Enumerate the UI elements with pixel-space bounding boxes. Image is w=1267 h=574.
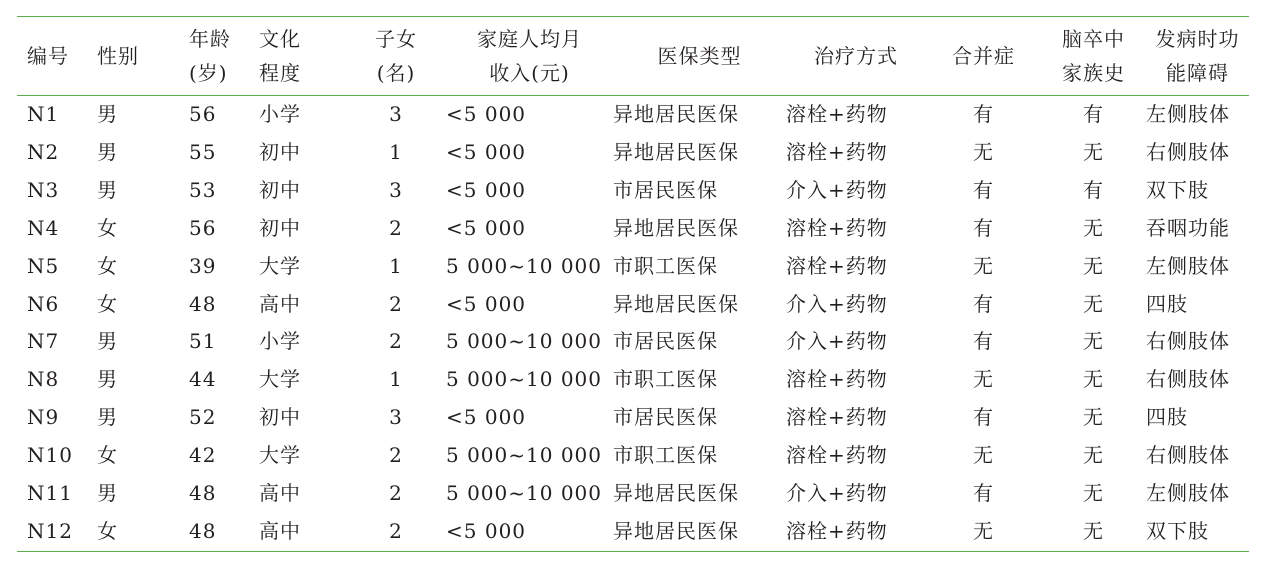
column-header-line: 能障碍 bbox=[1166, 61, 1229, 85]
table-cell: 溶栓+药物 bbox=[786, 367, 888, 392]
table-cell: 男 bbox=[97, 139, 118, 164]
table-cell: 市居民医保 bbox=[613, 177, 718, 202]
table-cell: N7 bbox=[27, 329, 60, 354]
table-cell: 异地居民医保 bbox=[613, 215, 739, 240]
table-cell: 市职工医保 bbox=[613, 367, 718, 392]
table-cell: <5 000 bbox=[446, 405, 527, 430]
table-cell: 5 000~10 000 bbox=[446, 481, 602, 506]
table-row bbox=[17, 248, 1249, 286]
table-cell: 5 000~10 000 bbox=[446, 367, 602, 392]
table-row bbox=[17, 361, 1249, 399]
table-cell: 1 bbox=[389, 367, 403, 392]
table-cell: 介入+药物 bbox=[786, 329, 888, 354]
table-cell: 四肢 bbox=[1146, 405, 1188, 430]
table-row bbox=[17, 475, 1249, 513]
column-header-line: 收入(元) bbox=[489, 61, 570, 85]
table-cell: 左侧肢体 bbox=[1146, 253, 1230, 278]
column-header bbox=[1041, 17, 1146, 95]
table-cell: 小学 bbox=[259, 102, 301, 126]
table-cell: 无 bbox=[1083, 253, 1104, 278]
table-cell: 大学 bbox=[259, 443, 301, 468]
table-cell: 介入+药物 bbox=[786, 177, 888, 202]
table-cell: 初中 bbox=[259, 139, 301, 164]
table-cell: 女 bbox=[97, 253, 118, 278]
column-header-line: 年龄 bbox=[189, 27, 231, 51]
table-cell: 无 bbox=[973, 367, 994, 392]
column-header bbox=[17, 17, 97, 95]
table-cell: 右侧肢体 bbox=[1146, 139, 1230, 164]
column-header-line: 发病时功 bbox=[1155, 27, 1240, 51]
table-cell: 溶栓+药物 bbox=[786, 443, 888, 468]
table-cell: N2 bbox=[27, 139, 60, 164]
table-cell: 2 bbox=[389, 443, 403, 468]
table-cell: 3 bbox=[389, 102, 403, 126]
table-cell: 有 bbox=[1083, 102, 1104, 126]
table-cell: 高中 bbox=[259, 481, 301, 506]
column-header-line: 合并症 bbox=[952, 44, 1015, 68]
table-cell: 男 bbox=[97, 367, 118, 392]
table-cell: 56 bbox=[189, 215, 217, 240]
table-cell: 右侧肢体 bbox=[1146, 367, 1230, 392]
table-cell: 男 bbox=[97, 481, 118, 506]
table-cell: 无 bbox=[973, 518, 994, 543]
table-cell: 溶栓+药物 bbox=[786, 215, 888, 240]
table-cell: 高中 bbox=[259, 518, 301, 543]
table-cell: 55 bbox=[189, 139, 217, 164]
table-cell: N6 bbox=[27, 291, 60, 316]
table-cell: 42 bbox=[189, 443, 217, 468]
table-cell: 48 bbox=[189, 291, 217, 316]
table-row bbox=[17, 513, 1249, 551]
table-cell: <5 000 bbox=[446, 139, 527, 164]
table-cell: 53 bbox=[189, 177, 217, 202]
column-header bbox=[613, 17, 786, 95]
table-cell: 2 bbox=[389, 291, 403, 316]
table-cell: 女 bbox=[97, 215, 118, 240]
table-cell: 2 bbox=[389, 518, 403, 543]
table-cell: 51 bbox=[189, 329, 217, 354]
table-cell: 有 bbox=[973, 329, 994, 354]
table-cell: 四肢 bbox=[1146, 291, 1188, 316]
table-cell: 女 bbox=[97, 518, 118, 543]
table-body bbox=[17, 96, 1249, 551]
table-cell: 市居民医保 bbox=[613, 405, 718, 430]
table-cell: N4 bbox=[27, 215, 60, 240]
table-cell: 3 bbox=[389, 405, 403, 430]
table-cell: 男 bbox=[97, 405, 118, 430]
table-cell: 2 bbox=[389, 329, 403, 354]
table-cell: 有 bbox=[973, 177, 994, 202]
table-cell: 无 bbox=[1083, 291, 1104, 316]
table-cell: 男 bbox=[97, 177, 118, 202]
table-cell: 有 bbox=[973, 102, 994, 126]
column-header-line: 医保类型 bbox=[657, 44, 742, 68]
table-cell: 初中 bbox=[259, 177, 301, 202]
table-cell: 市职工医保 bbox=[613, 443, 718, 468]
table-cell: 初中 bbox=[259, 215, 301, 240]
table-cell: 左侧肢体 bbox=[1146, 102, 1230, 126]
table-cell: 异地居民医保 bbox=[613, 481, 739, 506]
table-row bbox=[17, 96, 1249, 134]
table-cell: 溶栓+药物 bbox=[786, 102, 888, 126]
table-cell: 39 bbox=[189, 253, 217, 278]
table-cell: 大学 bbox=[259, 367, 301, 392]
table-cell: 无 bbox=[1083, 443, 1104, 468]
table-cell: 介入+药物 bbox=[786, 481, 888, 506]
table-cell: 无 bbox=[1083, 215, 1104, 240]
table-cell: 大学 bbox=[259, 253, 301, 278]
table-cell: 小学 bbox=[259, 329, 301, 354]
table-cell: 有 bbox=[973, 291, 994, 316]
table-cell: 吞咽功能 bbox=[1146, 215, 1230, 240]
table-cell: 女 bbox=[97, 443, 118, 468]
column-header-line: 文化 bbox=[259, 27, 301, 51]
table-cell: 市居民医保 bbox=[613, 329, 718, 354]
table-cell: 右侧肢体 bbox=[1146, 329, 1230, 354]
column-header-line: (名) bbox=[376, 61, 416, 85]
table-cell: 左侧肢体 bbox=[1146, 481, 1230, 506]
data-table-body bbox=[17, 96, 1249, 551]
column-header-line: 家族史 bbox=[1062, 61, 1125, 85]
table-cell: 溶栓+药物 bbox=[786, 139, 888, 164]
column-header bbox=[926, 17, 1041, 95]
column-header-line: 治疗方式 bbox=[814, 44, 898, 68]
table-cell: 无 bbox=[973, 253, 994, 278]
table-row bbox=[17, 399, 1249, 437]
table-cell: 3 bbox=[389, 177, 403, 202]
table-row bbox=[17, 134, 1249, 172]
table-cell: 无 bbox=[1083, 139, 1104, 164]
table-cell: 右侧肢体 bbox=[1146, 443, 1230, 468]
table-row bbox=[17, 172, 1249, 210]
table-cell: 女 bbox=[97, 291, 118, 316]
table-row bbox=[17, 437, 1249, 475]
table-cell: 溶栓+药物 bbox=[786, 405, 888, 430]
table-cell: 初中 bbox=[259, 405, 301, 430]
header-row bbox=[17, 17, 1249, 95]
table-cell: <5 000 bbox=[446, 177, 527, 202]
table-cell: N10 bbox=[27, 443, 73, 468]
patient-table bbox=[17, 16, 1249, 552]
table-cell: 有 bbox=[1083, 177, 1104, 202]
column-header-line: (岁) bbox=[189, 61, 228, 85]
column-header-line: 家庭人均月 bbox=[477, 27, 582, 51]
table-cell: 溶栓+药物 bbox=[786, 518, 888, 543]
table-cell: 5 000~10 000 bbox=[446, 253, 602, 278]
table-cell: 5 000~10 000 bbox=[446, 329, 602, 354]
column-header-line: 程度 bbox=[259, 61, 301, 85]
table-cell: 异地居民医保 bbox=[613, 518, 739, 543]
table-cell: 2 bbox=[389, 215, 403, 240]
table-cell: 溶栓+药物 bbox=[786, 253, 888, 278]
table-cell: 2 bbox=[389, 481, 403, 506]
column-header bbox=[786, 17, 926, 95]
table-cell: 44 bbox=[189, 367, 217, 392]
table-cell: N5 bbox=[27, 253, 60, 278]
table-cell: 1 bbox=[389, 253, 403, 278]
table-cell: 5 000~10 000 bbox=[446, 443, 602, 468]
table-cell: 双下肢 bbox=[1146, 518, 1209, 543]
table-cell: 有 bbox=[973, 405, 994, 430]
table-cell: N12 bbox=[27, 518, 73, 543]
table-cell: 48 bbox=[189, 481, 217, 506]
table-row bbox=[17, 210, 1249, 248]
table-cell: 无 bbox=[1083, 405, 1104, 430]
column-header-line: 子女 bbox=[375, 27, 417, 51]
table-cell: N8 bbox=[27, 367, 60, 392]
data-table bbox=[17, 17, 1249, 95]
table-cell: <5 000 bbox=[446, 518, 527, 543]
table-cell: 异地居民医保 bbox=[613, 139, 739, 164]
table-cell: 介入+药物 bbox=[786, 291, 888, 316]
table-cell: 异地居民医保 bbox=[613, 291, 739, 316]
table-cell: <5 000 bbox=[446, 215, 527, 240]
table-cell: N1 bbox=[27, 102, 60, 126]
table-cell: 1 bbox=[389, 139, 403, 164]
table-cell: 市职工医保 bbox=[613, 253, 718, 278]
table-cell: 高中 bbox=[259, 291, 301, 316]
table-cell: 无 bbox=[1083, 367, 1104, 392]
table-cell: 无 bbox=[973, 443, 994, 468]
table-cell: N9 bbox=[27, 405, 60, 430]
table-row bbox=[17, 323, 1249, 361]
column-header bbox=[97, 17, 189, 95]
table-cell: N11 bbox=[27, 481, 73, 506]
table-cell: 有 bbox=[973, 215, 994, 240]
column-header-line: 脑卒中 bbox=[1062, 27, 1125, 51]
column-header bbox=[346, 17, 446, 95]
table-cell: 异地居民医保 bbox=[613, 102, 739, 126]
column-header bbox=[1146, 17, 1249, 95]
column-header-line: 性别 bbox=[97, 44, 139, 68]
bottom-rule bbox=[17, 551, 1249, 552]
column-header-line: 编号 bbox=[27, 44, 69, 68]
table-cell: <5 000 bbox=[446, 291, 527, 316]
table-cell: 无 bbox=[1083, 329, 1104, 354]
table-cell: 无 bbox=[1083, 481, 1104, 506]
column-header bbox=[446, 17, 613, 95]
table-row bbox=[17, 286, 1249, 324]
table-cell: 有 bbox=[973, 481, 994, 506]
column-header bbox=[259, 17, 346, 95]
table-cell: 52 bbox=[189, 405, 217, 430]
table-cell: 无 bbox=[1083, 518, 1104, 543]
table-cell: 双下肢 bbox=[1146, 177, 1209, 202]
table-cell: 男 bbox=[97, 329, 118, 354]
table-cell: 男 bbox=[97, 102, 118, 126]
column-header bbox=[189, 17, 259, 95]
table-cell: <5 000 bbox=[446, 102, 527, 126]
table-cell: N3 bbox=[27, 177, 60, 202]
table-cell: 无 bbox=[973, 139, 994, 164]
table-cell: 48 bbox=[189, 518, 217, 543]
table-cell: 56 bbox=[189, 102, 217, 126]
